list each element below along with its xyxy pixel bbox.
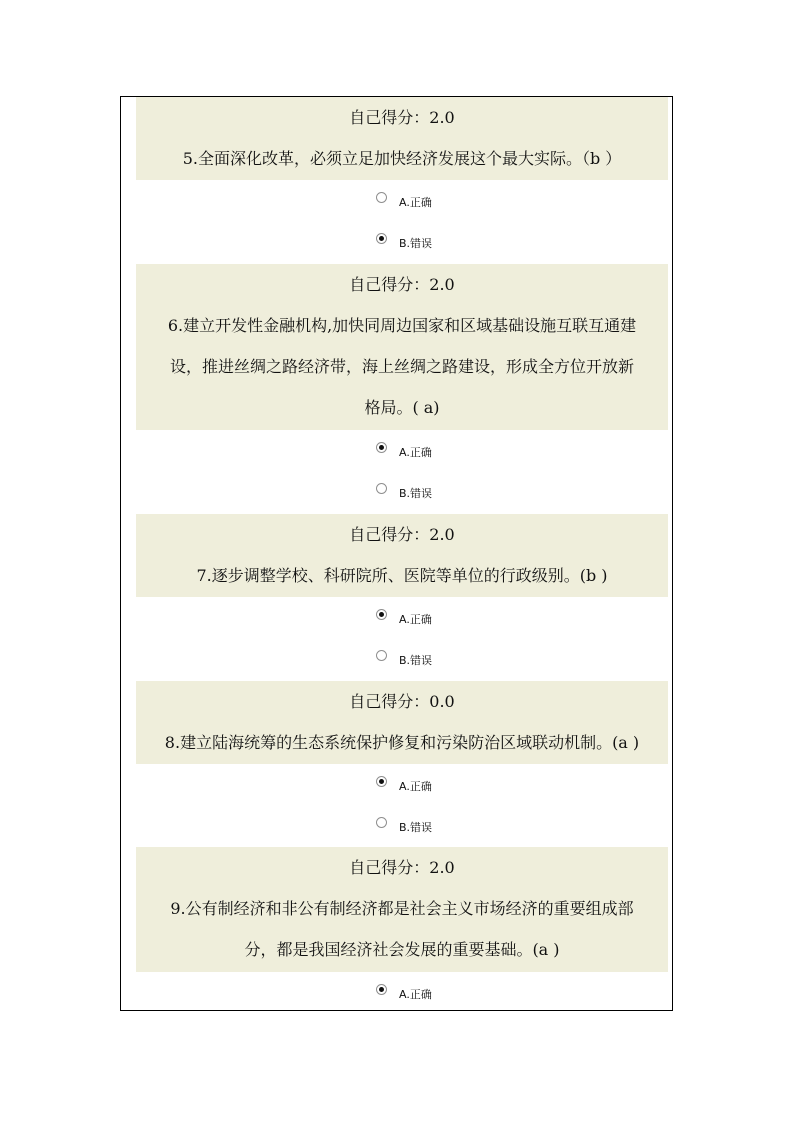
option-label: A.正确 (399, 613, 432, 626)
radio-button-selected[interactable] (376, 233, 387, 244)
option-label: A.正确 (399, 780, 432, 793)
question-text: 8.建立陆海统筹的生态系统保护修复和污染防治区域联动机制。(a ) (164, 733, 640, 752)
option-label: B.错误 (399, 821, 433, 834)
option-a[interactable] (121, 776, 672, 798)
score-line: 自己得分：2.0 (349, 525, 455, 544)
score-line: 自己得分：2.0 (349, 108, 455, 127)
radio-button-selected[interactable] (376, 776, 387, 787)
question-block-6 (136, 264, 668, 430)
option-label: A.正确 (399, 988, 432, 1001)
question-text: 6.建立开发性金融机构,加快同周边国家和区域基础设施互联互通建 (167, 316, 637, 335)
question-text: 分，都是我国经济社会发展的重要基础。(a ) (244, 940, 560, 959)
radio-button[interactable] (376, 483, 387, 494)
option-a[interactable] (121, 984, 672, 1006)
option-label: A.正确 (399, 196, 432, 209)
option-label: B.错误 (399, 654, 433, 667)
option-a[interactable] (121, 192, 672, 214)
radio-button[interactable] (376, 817, 387, 828)
option-b[interactable] (121, 650, 672, 672)
score-line: 自己得分：2.0 (349, 275, 455, 294)
option-label: B.错误 (399, 237, 433, 250)
option-b[interactable] (121, 233, 672, 255)
option-b[interactable] (121, 817, 672, 839)
option-a[interactable] (121, 609, 672, 631)
question-block-8 (136, 681, 668, 764)
radio-button-selected[interactable] (376, 442, 387, 453)
option-b[interactable] (121, 483, 672, 505)
question-text: 设，推进丝绸之路经济带，海上丝绸之路建设，形成全方位开放新 (169, 357, 634, 376)
radio-button-selected[interactable] (376, 984, 387, 995)
radio-button[interactable] (376, 650, 387, 661)
quiz-frame (120, 96, 673, 1011)
question-block-5 (136, 97, 668, 180)
question-text: 格局。( a) (364, 398, 440, 417)
score-line: 自己得分：0.0 (349, 692, 455, 711)
radio-button-selected[interactable] (376, 609, 387, 620)
option-a[interactable] (121, 442, 672, 464)
question-block-7 (136, 514, 668, 597)
score-line: 自己得分：2.0 (349, 858, 455, 877)
radio-button[interactable] (376, 192, 387, 203)
question-block-9 (136, 847, 668, 972)
question-text: 7.逐步调整学校、科研院所、医院等单位的行政级别。(b ) (196, 566, 608, 585)
question-text: 9.公有制经济和非公有制经济都是社会主义市场经济的重要组成部 (170, 899, 634, 918)
option-label: A.正确 (399, 446, 432, 459)
question-text: 5.全面深化改革，必须立足加快经济发展这个最大实际。（b ） (182, 149, 622, 168)
option-label: B.错误 (399, 487, 433, 500)
